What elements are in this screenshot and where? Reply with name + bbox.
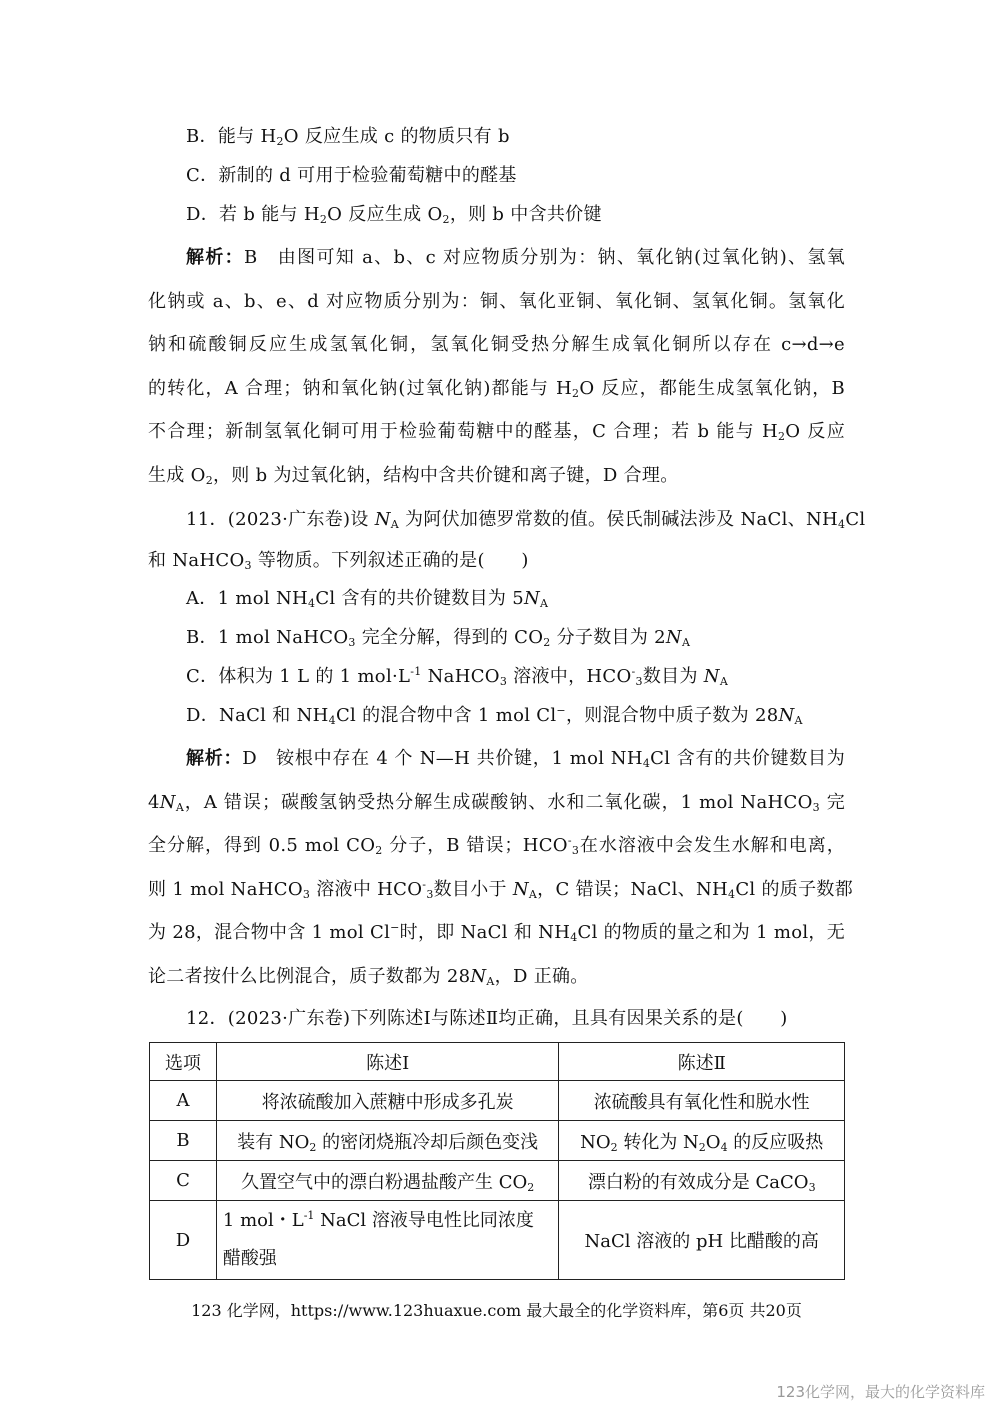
q12-table	[149, 1042, 845, 1280]
q10-analysis-line: 不合理；新制氢氧化铜可用于检验葡萄糖中的醛基，C 合理；若 b 能与 $H_2O$ 反应	[148, 421, 845, 443]
q12-stem: 12．(2023·广东卷)下列陈述Ⅰ与陈述Ⅱ均正确，且具有因果关系的是( )	[186, 1008, 788, 1029]
header-statement-1: 陈述Ⅰ	[216, 1043, 558, 1081]
table-row	[150, 1201, 845, 1280]
row-statement-2: NaCl 溶液的 pH 比醋酸的高	[559, 1201, 845, 1280]
table-row	[150, 1161, 845, 1201]
row-option: D	[150, 1201, 217, 1280]
row-statement-2: 漂白粉的有效成分是 CaCO$_3$	[559, 1161, 845, 1201]
q11-analysis-line: $4N_A$，A 错误；碳酸氢钠受热分解生成碳酸钠、水和二氧化碳，1 mol NaHCO$_3$ 完	[148, 792, 845, 814]
row-statement-1: 将浓硫酸加入蔗糖中形成多孔炭	[216, 1081, 558, 1121]
row-statement-2: 浓硫酸具有氧化性和脱水性	[559, 1081, 845, 1121]
row-option: C	[150, 1161, 217, 1201]
q10-analysis-line: 化钠或 a、b、e、d 对应物质分别为：铜、氧化亚铜、氧化铜、氢氧化铜。氢氧化	[148, 291, 845, 312]
row-option: B	[150, 1121, 217, 1161]
q10-analysis-line: 生成 $O_2$，则 b 为过氧化钠，结构中含共价键和离子键，D 合理。	[148, 465, 679, 487]
row-statement-2: $NO_2$ 转化为 $N_2O_4$ 的反应吸热	[559, 1121, 845, 1161]
q11-analysis-line: 全分解，得到 0.5 mol $CO_2$ 分子，B 错误；$HCO^-_3$在水溶液中会发生水解和电离，	[148, 834, 845, 857]
q11-stem: 和 NaHCO$_3$ 等物质。下列叙述正确的是( )	[148, 550, 529, 572]
q11-option-a: A．1 mol $NH_4Cl$ 含有的共价键数目为 $5N_A$	[186, 588, 549, 610]
q11-analysis-line: 论二者按什么比例混合，质子数都为 $28N_A$，D 正确。	[148, 966, 589, 988]
table-row	[150, 1081, 845, 1121]
q10-option-c: C．新制的 d 可用于检验葡萄糖中的醛基	[186, 165, 517, 186]
header-option: 选项	[150, 1043, 217, 1081]
table-header-row	[150, 1043, 845, 1081]
q10-option-b: B．能与 $H_2O$ 反应生成 c 的物质只有 b	[186, 126, 510, 148]
page-footer: 123 化学网，https://www.123huaxue.com 最大最全的化学资料库，第6页 共20页	[191, 1301, 802, 1320]
row-statement-1: 久置空气中的漂白粉遇盐酸产生 $CO_2$	[216, 1161, 558, 1201]
q11-analysis-line: 解析：D 铵根中存在 4 个 N—H 共价键，1 mol $NH_4Cl$ 含有的共价键数目为	[186, 748, 845, 770]
row-statement-1: 装有 $NO_2$ 的密闭烧瓶冷却后颜色变浅	[216, 1121, 558, 1161]
q11-option-c: C．体积为 1 L 的 1 $mol\cdot L^{-1}$ NaHCO$_3$ 溶液中，$HCO^-_3$数目为 $N_A$	[186, 665, 729, 688]
watermark: 123化学网，最大的化学资料库	[776, 1383, 985, 1401]
q11-analysis-line: 则 1 mol NaHCO$_3$ 溶液中 $HCO^-_3$数目小于 $N_A$，C 错误；NaCl、$NH_4Cl$ 的质子数都	[148, 878, 853, 901]
q11-analysis-line: 为 28，混合物中含 1 mol Cl−时，即 NaCl 和 $NH_4Cl$ 的物质的量之和为 1 mol，无	[148, 921, 846, 944]
q10-option-d: D．若 b 能与 $H_2O$ 反应生成 $O_2$，则 b 中含共价键	[186, 204, 602, 226]
q11-stem: 11．(2023·广东卷)设 $N_A$ 为阿伏加德罗常数的值。侯氏制碱法涉及 NaCl、$NH_4Cl$	[186, 509, 866, 531]
row-statement-1: 1 mol・$L^{-1}$ NaCl 溶液导电性比同浓度 醋酸强	[216, 1201, 558, 1280]
table-row	[150, 1121, 845, 1161]
q10-analysis-line: 的转化，A 合理；钠和氧化钠(过氧化钠)都能与 $H_2O$ 反应，都能生成氢氧化钠，B	[148, 378, 845, 400]
q10-analysis-line: 解析：B 由图可知 a、b、c 对应物质分别为：钠、氧化钠(过氧化钠)、氢氧	[186, 247, 845, 268]
q10-analysis-line: 钠和硫酸铜反应生成氢氧化铜，氢氧化铜受热分解生成氧化铜所以存在 c→d→e	[148, 334, 845, 355]
q11-option-b: B．1 mol NaHCO$_3$ 完全分解，得到的 $CO_2$ 分子数目为 $2N_A$	[186, 627, 691, 649]
header-statement-2: 陈述Ⅱ	[559, 1043, 845, 1081]
row-option: A	[150, 1081, 217, 1121]
q11-option-d: D．NaCl 和 $NH_4Cl$ 的混合物中含 1 mol Cl−，则混合物中质子数为 $28N_A$	[186, 704, 803, 727]
